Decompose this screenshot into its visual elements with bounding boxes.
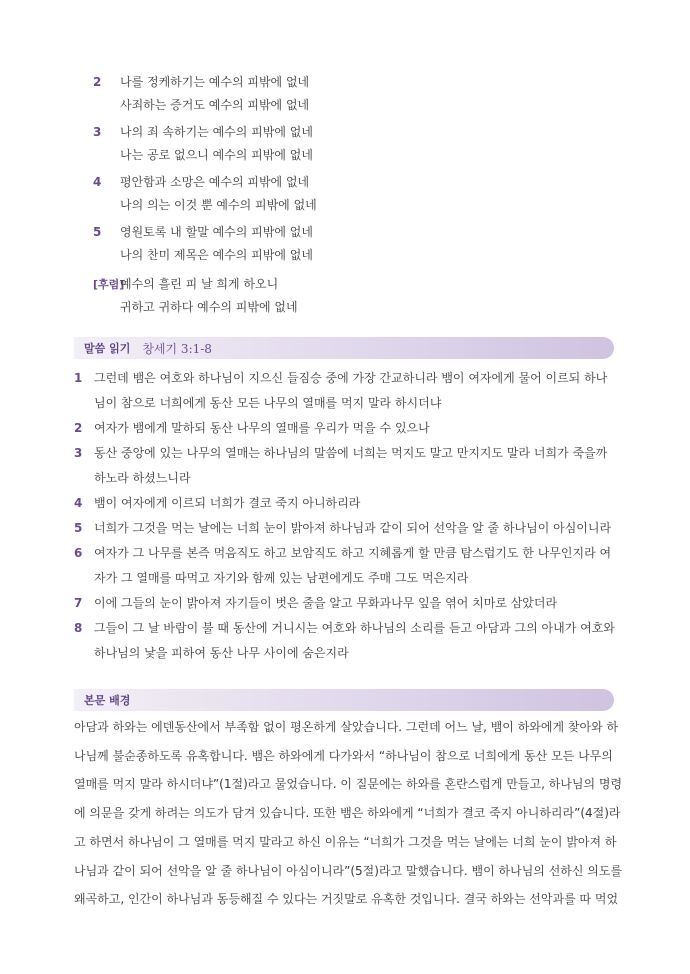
verse-line: 나는 공로 없으니 예수의 피밖에 없네 <box>120 148 313 162</box>
verse-line: 나의 찬미 제목은 예수의 피밖에 없네 <box>120 248 313 262</box>
scripture-line: 하노라 하셨느니라 <box>94 471 191 485</box>
scripture-verse <box>74 441 620 491</box>
scripture-verse-number: 2 <box>74 421 83 435</box>
scripture-verse <box>74 591 620 616</box>
background-header-bar <box>74 689 614 711</box>
verse-number: 3 <box>93 125 102 139</box>
paragraph-line: 나님께 불순종하도록 유혹합니다. 뱀은 하와에게 다가와서 “하나님이 참으로 너희에게 동산 모든 나무의 <box>74 748 613 763</box>
scripture-line: 여자가 그 나무를 본즉 먹음직도 하고 보암직도 하고 지혜롭게 할 만큼 탐스럽기도 한 나무인지라 여 <box>94 546 612 560</box>
paragraph-line: 고 하면서 하나님이 그 열매를 먹지 말라고 하신 이유는 “너희가 그것을 먹는 날에는 너희 눈이 밝아져 하 <box>74 834 617 849</box>
scripture-line: 님이 참으로 너희에게 동산 모든 나무의 열매를 먹지 말라 하시더냐 <box>94 396 442 410</box>
paragraph-line: 에 의문을 갖게 하려는 의도가 담겨 있습니다. 또한 뱀은 하와에게 “너희가 결코 죽지 아니하리라”(4절)라 <box>74 806 621 821</box>
scripture-line: 이에 그들의 눈이 밝아져 자기들이 벗은 줄을 알고 무화과나무 잎을 엮어 치마로 삼았더라 <box>94 596 558 610</box>
scripture-line: 여자가 뱀에게 말하되 동산 나무의 열매를 우리가 먹을 수 있으나 <box>94 421 430 435</box>
verse-line: 나를 정케하기는 예수의 피밖에 없네 <box>120 75 310 89</box>
verse-line: 나의 죄 속하기는 예수의 피밖에 없네 <box>120 125 313 139</box>
scripture-line: 동산 중앙에 있는 나무의 열매는 하나님의 말씀에 너희는 먹지도 말고 만지지도 말라 너희가 죽을까 <box>94 446 608 460</box>
scripture-verse <box>74 541 620 591</box>
scripture-verse-number: 7 <box>74 596 83 610</box>
hymn-chorus <box>93 273 513 319</box>
reading-header-bar <box>74 337 614 359</box>
scripture-verse <box>74 491 620 516</box>
verse-line: 평안함과 소망은 예수의 피밖에 없네 <box>120 175 310 189</box>
scripture-line: 그들이 그 날 바람이 불 때 동산에 거니시는 여호와 하나님의 소리를 듣고 아담과 그의 아내가 여호와 <box>94 621 615 635</box>
verse-line: 나의 의는 이것 뿐 예수의 피밖에 없네 <box>120 198 317 212</box>
hymn-lyrics <box>93 71 513 323</box>
scripture-passage <box>74 366 620 666</box>
scripture-verse <box>74 416 620 441</box>
paragraph-line: 왜곡하고, 인간이 하나님과 동등해질 수 있다는 거짓말로 유혹한 것입니다. 결국 하와는 선악과를 따 먹었 <box>74 892 619 907</box>
reading-reference: 창세기 3:1-8 <box>142 341 212 356</box>
verse-number: 4 <box>93 175 102 189</box>
scripture-line: 하나님의 낯을 피하여 동산 나무 사이에 숨은지라 <box>94 646 349 660</box>
chorus-label: [후렴] <box>93 278 125 291</box>
scripture-verse-number: 1 <box>74 371 83 385</box>
hymn-verse <box>93 171 513 217</box>
scripture-line: 너희가 그것을 먹는 날에는 너희 눈이 밝아져 하나님과 같이 되어 선악을 알 줄 하나님이 아심이니라 <box>94 521 612 535</box>
paragraph-line: 열매를 먹지 말라 하시더냐”(1절)라고 물었습니다. 이 질문에는 하와를 혼란스럽게 만들고, 하나님의 명령 <box>74 777 623 792</box>
scripture-verse-number: 6 <box>74 546 83 560</box>
background-paragraph <box>74 713 623 914</box>
paragraph-line: 아담과 하와는 에덴동산에서 부족함 없이 평온하게 살았습니다. 그런데 어느 날, 뱀이 하와에게 찾아와 하 <box>74 720 619 734</box>
reading-title: 말씀 읽기 <box>84 342 131 355</box>
chorus-line: 예수의 흘린 피 날 희게 하오니 <box>120 277 279 291</box>
scripture-verse <box>74 616 620 666</box>
scripture-verse <box>74 516 620 541</box>
scripture-line: 자가 그 열매를 따먹고 자기와 함께 있는 남편에게도 주매 그도 먹은지라 <box>94 571 469 585</box>
chorus-line: 귀하고 귀하다 예수의 피밖에 없네 <box>120 300 298 314</box>
scripture-line: 그런데 뱀은 여호와 하나님이 지으신 들짐승 중에 가장 간교하니라 뱀이 여자에게 물어 이르되 하나 <box>94 371 608 385</box>
scripture-verse-number: 4 <box>74 496 83 510</box>
verse-line: 영원토록 내 할말 예수의 피밖에 없네 <box>120 225 313 239</box>
scripture-verse-number: 5 <box>74 521 83 535</box>
verse-line: 사죄하는 증거도 예수의 피밖에 없네 <box>120 98 310 112</box>
verse-number: 2 <box>93 75 102 89</box>
scripture-verse-number: 3 <box>74 446 83 460</box>
hymn-verse <box>93 221 513 267</box>
scripture-verse-number: 8 <box>74 621 83 635</box>
hymn-verse <box>93 71 513 117</box>
paragraph-line: 나님과 같이 되어 선악을 알 줄 하나님이 아심이니라”(5절)라고 말했습니다. 뱀이 하나님의 선하신 의도를 <box>74 863 623 878</box>
scripture-line: 뱀이 여자에게 이르되 너희가 결코 죽지 아니하리라 <box>94 496 361 510</box>
scripture-verse <box>74 366 620 416</box>
background-title: 본문 배경 <box>84 694 131 707</box>
hymn-verse <box>93 121 513 167</box>
verse-number: 5 <box>93 225 102 239</box>
